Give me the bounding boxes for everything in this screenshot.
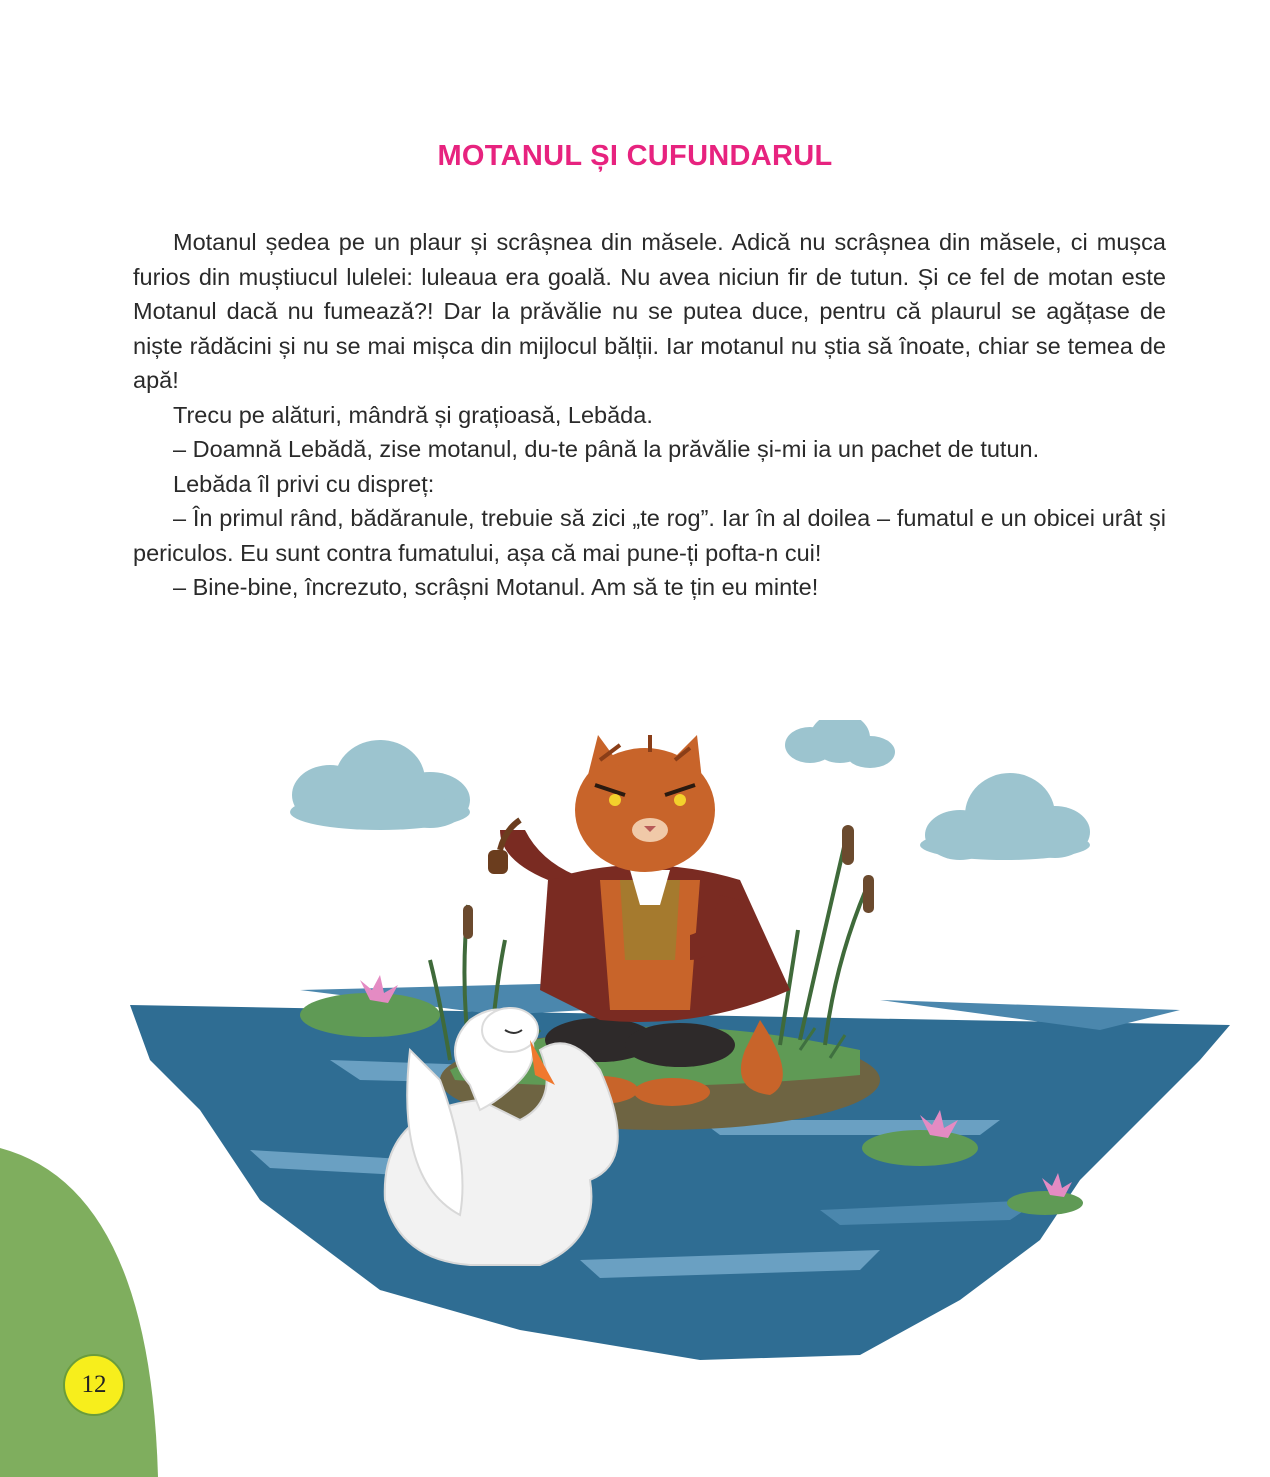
cloud-top-right [785,720,895,768]
paragraph: Motanul ședea pe un plaur și scrâșnea din măsele. Adică nu scrâșnea din măsele, ci mușca furios din muștiucul lulelei: luleaua era goală. Nu avea niciun fir de tutun. Și ce fel de motan este Motanul dacă nu fumează?! Dar la prăvălie nu se putea duce, pentru că plaurul se agățase de niște rădăcini și nu se mai mișca din mijlocul bălții. Iar motanul nu știa să înoate, chiar se temea de apă! [133,229,1166,393]
page-number-badge: 12 [63,1354,125,1416]
cloud-right [920,773,1090,860]
paragraph: – Doamnă Lebădă, zise motanul, du-te până la prăvălie și-mi ia un pachet de tutun. [173,436,1040,462]
paragraph: – Bine-bine, încrezuto, scrâșni Motanul. Am să te țin eu minte! [173,574,819,600]
story-illustration [0,720,1270,1477]
paragraph: Trecu pe alături, mândră și grațioasă, Lebăda. [173,401,653,428]
corner-decoration [0,1148,160,1477]
story-text [133,225,1166,605]
cloud-left [290,740,470,830]
story-title: MOTANUL ȘI CUFUNDARUL [437,140,833,172]
paragraph: Lebăda îl privi cu dispreț: [173,470,435,497]
lily-pad-left [300,975,440,1037]
paragraph: – În primul rând, bădăranule, trebuie să zici „te rog”. Iar în al doilea – fumatul e un obicei urât și periculos. Eu sunt contra fumatului, așa că mai pune-ți pofta-n cui! [133,505,1166,566]
